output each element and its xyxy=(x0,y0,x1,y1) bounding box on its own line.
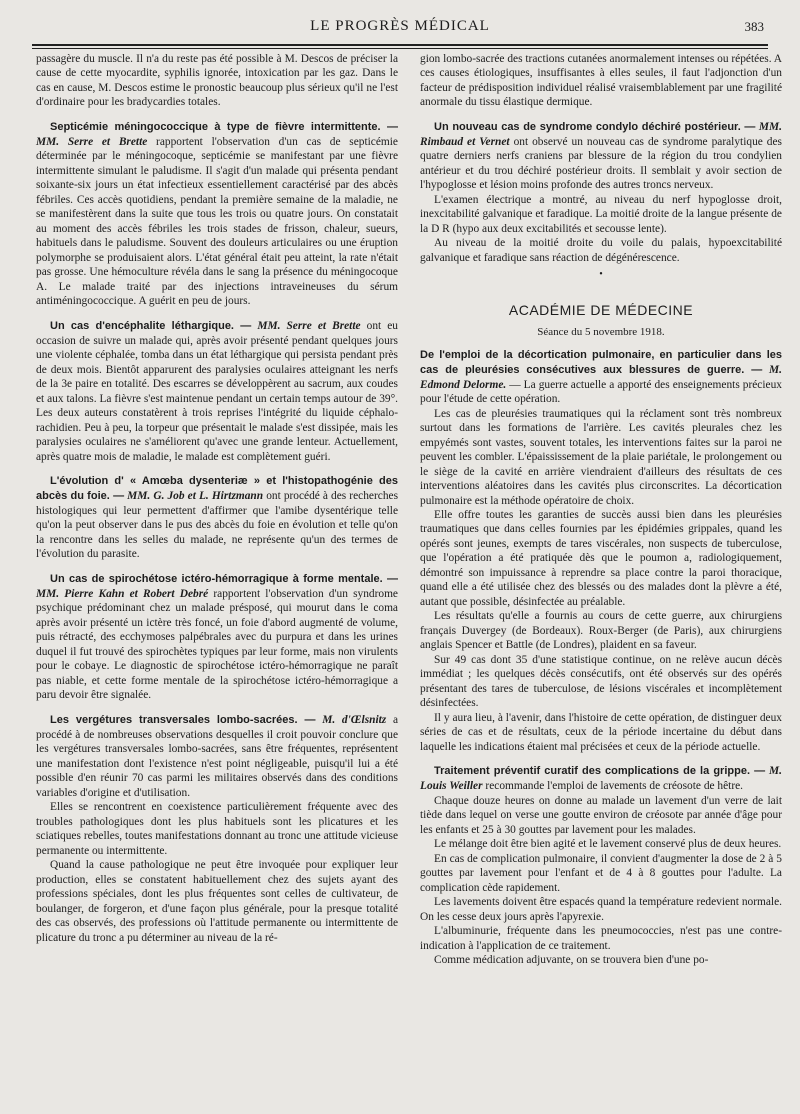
page-header xyxy=(32,18,768,40)
article-title: Un cas de spirochétose ictéro-hémorragique à forme mentale. — xyxy=(50,572,398,585)
header-rule xyxy=(32,44,768,46)
article-body: recommande l'emploi de lavements de créosote de hêtre. xyxy=(485,780,744,793)
paragraph: Sur 49 cas dont 35 d'une statistique continue, on ne relève aucun décès immédiat ; les quelques décès consécutifs, ont été observés sur des opérés présentant des tares de tuberculose, de lésions viscérales et incomplètement désinfectées. xyxy=(420,653,782,710)
article-title: Traitement préventif curatif des complications de la grippe. — xyxy=(434,765,766,778)
separator-dot: • xyxy=(599,269,603,281)
article-encephalite xyxy=(36,319,398,464)
paragraph: gion lombo-sacrée des tractions cutanées anormalement intenses ou répétées. A ces causes étiologiques, insuffisantes à elles seules, il faut l'adjonction d'un facteur de prédisposition individuel réalisé vraisemblablement par une fragilité anormale du tissu élastique dermique. xyxy=(420,53,782,109)
article-authors: MM. Serre et Brette xyxy=(36,135,148,148)
article-authors: MM. Rimbaud et Vernet xyxy=(420,120,782,148)
paragraph: Quand la cause pathologique ne peut être invoquée pour expliquer leur production, elles se constatent habituellement chez des sujets ayant des professions spéciales, dont les plus fréquentes sont celles de cultivateur, de boulanger, de forgeron, et d'une façon plus générale, pour la presque totalité des cas observés, des professions où l'attitude permanente ou intermittente de plicature du tronc a pu déterminer au niveau de la ré- xyxy=(36,859,398,944)
paragraph: L'examen électrique a montré, au niveau du nerf hypoglosse droit, inexcitabilité galvanique et faradique. La moitié droite de la langue présente de la D R (hypo aux deux excitabilités et secousse lente). xyxy=(420,193,782,235)
section-heading: ACADÉMIE DE MÉDECINE xyxy=(508,301,694,318)
paragraph: Comme médication adjuvante, on se trouvera bien d'une po- xyxy=(434,954,709,966)
article-title: Un nouveau cas de syndrome condylo déchiré postérieur. — xyxy=(434,120,756,133)
article-title: De l'emploi de la décortication pulmonaire, en particulier dans les cas de pleurésies consécutives aux blessures de guerre. — xyxy=(420,348,782,376)
article-body: ont eu occasion de suivre un malade qui, après avoir présenté pendant quelques jours une violente céphalée, tomba dans un état léthargique qui persista pendant près de deux mois. Bientôt apparurent des paralysies oculaires atteignant les nerfs de la 3e paire en totalité. Des escarres se développèrent au sacrum, aux coudes et aux talons. La fièvre s'est maintenue pendant un certain temps autour de 39°. Les deux auteurs constatèrent à trois reprises l'intégrité du liquide céphalo-rachidien. Peu à peu, la torpeur que présentait le malade s'est dissipée, mais les paralysies oculaires ne s'améliorent qu'avec une grande lenteur. Actuellement, après quatre mois de maladie, le malade est complètement guéri. xyxy=(36,319,398,463)
paragraph: Les cas de pleurésies traumatiques qui la réclament sont très nombreux surtout dans les formations de l'arrière. Les cavités pleurales chez les empyémés sont vastes, souvent totales, les interventions faites sur la paroi ne peuvent les combler. L'épaississement de la plaie pariétale, le prolongement ou le siège de la cavité en arrière viendraient d'ailleurs des résultats de ces interventions aléatoires dans les cavités plus circonscrites. La décortication pulmonaire est la méthode opératoire de choix. xyxy=(420,407,782,507)
left-column xyxy=(36,52,398,945)
article-title: Un cas d'encéphalite léthargique. — xyxy=(50,319,252,332)
article-amoeba xyxy=(36,474,398,562)
session-date: Séance du 5 novembre 1918. xyxy=(537,325,665,338)
page-number: 383 xyxy=(744,19,764,34)
paragraph: Les résultats qu'elle a fournis au cours de cette guerre, aux chirurgiens français Duvergey (de Bordeaux). Roux-Berger (de Paris), aux chirurgiens anglais Spencer et Battle (de Londres), plaident en sa faveur. xyxy=(420,610,782,652)
paragraph: Chaque douze heures on donne au malade un lavement d'un verre de lait tiède dans lequel on verse une goutte environ de créosote par année d'âge pour les enfants et 25 à 30 gouttes par lavement pour les malades. xyxy=(420,794,782,836)
article-authors: MM. G. Job et L. Hirtzmann xyxy=(127,490,264,503)
paragraph: Au niveau de la moitié droite du voile du palais, hypoexcitabilité galvanique et faradique sans réaction de dégénérescence. xyxy=(420,237,782,264)
article-title: L'évolution d' « Amœba dysenteriæ » et l'histopathogénie des abcès du foie. — xyxy=(36,475,398,503)
article-authors: M. Edmond Delorme. xyxy=(420,363,782,391)
paragraph: En cas de complication pulmonaire, il convient d'augmenter la dose de 2 à 5 gouttes par lavement pour l'enfant et de 4 à 8 gouttes pour l'adulte. La complication cède rapidement. xyxy=(420,852,782,894)
paragraph: Elles se rencontrent en coexistence particulièrement fréquente avec des troubles pathologiques dont les plus habituels sont les plicatures et les sciatiques rebelles, toutes manifestations donnant au tronc une attitude vicieuse permanente ou intermittente. xyxy=(36,801,398,857)
article-body: — La guerre actuelle a apporté des enseignements précieux pour l'étude de cette opération. xyxy=(420,378,782,406)
article-decortication xyxy=(420,348,782,407)
paragraph: Elle offre toutes les garanties de succès aussi bien dans les pleurésies traumatiques que dans celles fournies par les épidémies grippales, quand les opérés sont jeunes, exempts de tares viscérales, non suspects de tuberculose, que l'opération a été pratiquée dès que le poumon a, radiologiquement, démontré son impuissance à reprendre sa place contre la paroi thoracique, quand elle a été utilisée chez des blessés ou des malades dont la plèvre a été, autant que possible, désinfectée au préalable. xyxy=(420,508,782,608)
article-title: Septicémie méningococcique à type de fièvre intermittente. — xyxy=(50,120,398,133)
article-grippe xyxy=(420,764,782,793)
article-septicemie xyxy=(36,120,398,309)
paragraph: Le mélange doit être bien agité et le lavement conservé plus de deux heures. xyxy=(434,838,782,851)
article-vergetures xyxy=(36,713,398,800)
paragraph: L'albuminurie, fréquente dans les pneumococcies, n'est pas une contre-indication à l'application de ce traitement. xyxy=(420,925,782,952)
journal-title: LE PROGRÈS MÉDICAL xyxy=(310,18,490,34)
article-body: a procédé à de nombreuses observations desquelles il croit pouvoir conclure que les vergétures transversales lombo-sacrées, sans être fréquentes, représentent une manifestation dont l'existence n'est point négligeable, puisqu'il lui a été possible d'en réunir 70 cas parmi les militaires observés dans des conditions variables d'origine et d'utilisation. xyxy=(36,713,399,799)
right-column xyxy=(420,52,782,967)
article-body: rapportent l'observation d'un syndrome psychique prédominant chez un malade présposé, qui mourut dans le coma après avoir présenté un ictère très foncé, un foie d'abord augmenté de volume, puis rétracté, des ecchymoses palpébrales avec du purpura et dans les urines duquel il fut trouvé des spirochètes typiques par leur forme, mais non virulents pour le cobaye. Le diagnostic de spirochétose ictéro-hémorragique ne paraît pas niable, et cette forme mentale de la spirochétose ictéro-hémorragique a paru devoir être signalée. xyxy=(36,587,398,702)
article-condylo xyxy=(420,120,782,193)
paragraph: passagère du muscle. Il n'a du reste pas été possible à M. Descos de préciser la cause de cette myocardite, syphilis ignorée, intoxication par les gaz. Dans le cas en cause, M. Descos estime le pronostic beaucoup plus sérieux qu'il ne l'est d'ordinaire pour les bradycardies totales. xyxy=(36,53,398,109)
article-authors: M. Louis Weiller xyxy=(420,765,782,793)
article-authors: MM. Serre et Brette xyxy=(257,319,361,332)
article-body: ont procédé à des recherches histologiques qui leur permettent d'affirmer que l'amibe dysentérique telle qu'on la peut observer dans le pus des abcès du foie en évolution et telle qu'on la rencontre dans les selles du malade, ne représente qu'un des termes de l'évolution du parasite. xyxy=(36,490,399,561)
article-body: rapportent l'observation d'un cas de septicémie déterminée par le méningocoque, septicémie se manifestant par une fièvre intermittente simulant le paludisme. Il s'agit d'un malade qui présenta pendant soixante-six jours un état infectieux essentiellement caractérisé par des abcès fébriles. Ces accès quotidiens, pendant la première semaine de la maladie, ne se manifestèrent dans la suite que tous les trois ou quatre jours. On constatait au moment des accès fébriles les trois stades de frisson, chaleur, sueurs, habituels dans le paludisme. Souvent des douleurs articulaires ou une éruption polymorphe se produisaient alors. L'état général était peu atteint, la rate n'était pas grosse. Une hémoculture révéla dans le sang la présence du méningocoque A. Le malade traité par des injections intraveineuses du sérum antiméningococcique. A guérit en peu de jours. xyxy=(36,135,398,308)
article-authors: MM. Pierre Kahn et Robert Debré xyxy=(36,587,209,600)
paragraph: Il y aura lieu, à l'avenir, dans l'histoire de cette opération, de distinguer deux séries de cas et de résultats, ceux de la période incertaine du début dans laquelle les indications étaient mal précisées et ceux de la période actuelle. xyxy=(420,711,782,753)
article-body: ont observé un nouveau cas de syndrome paralytique des quatre derniers nerfs craniens par blessure de la région du trou condylien antérieur et du trou déchiré postérieur droits. Il semblait y avoir section de l'hypoglosse et lésion moins profonde des autres troncs nerveux. xyxy=(420,135,782,192)
article-title: Les vergétures transversales lombo-sacrées. — xyxy=(50,713,316,726)
article-authors: M. d'Œlsnitz xyxy=(322,713,387,726)
header-rule-thin xyxy=(32,48,768,49)
paragraph: Les lavements doivent être espacés quand la température redevient normale. On les cesse deux jours après l'apyrexie. xyxy=(420,896,782,923)
article-spirochetose xyxy=(36,572,398,703)
